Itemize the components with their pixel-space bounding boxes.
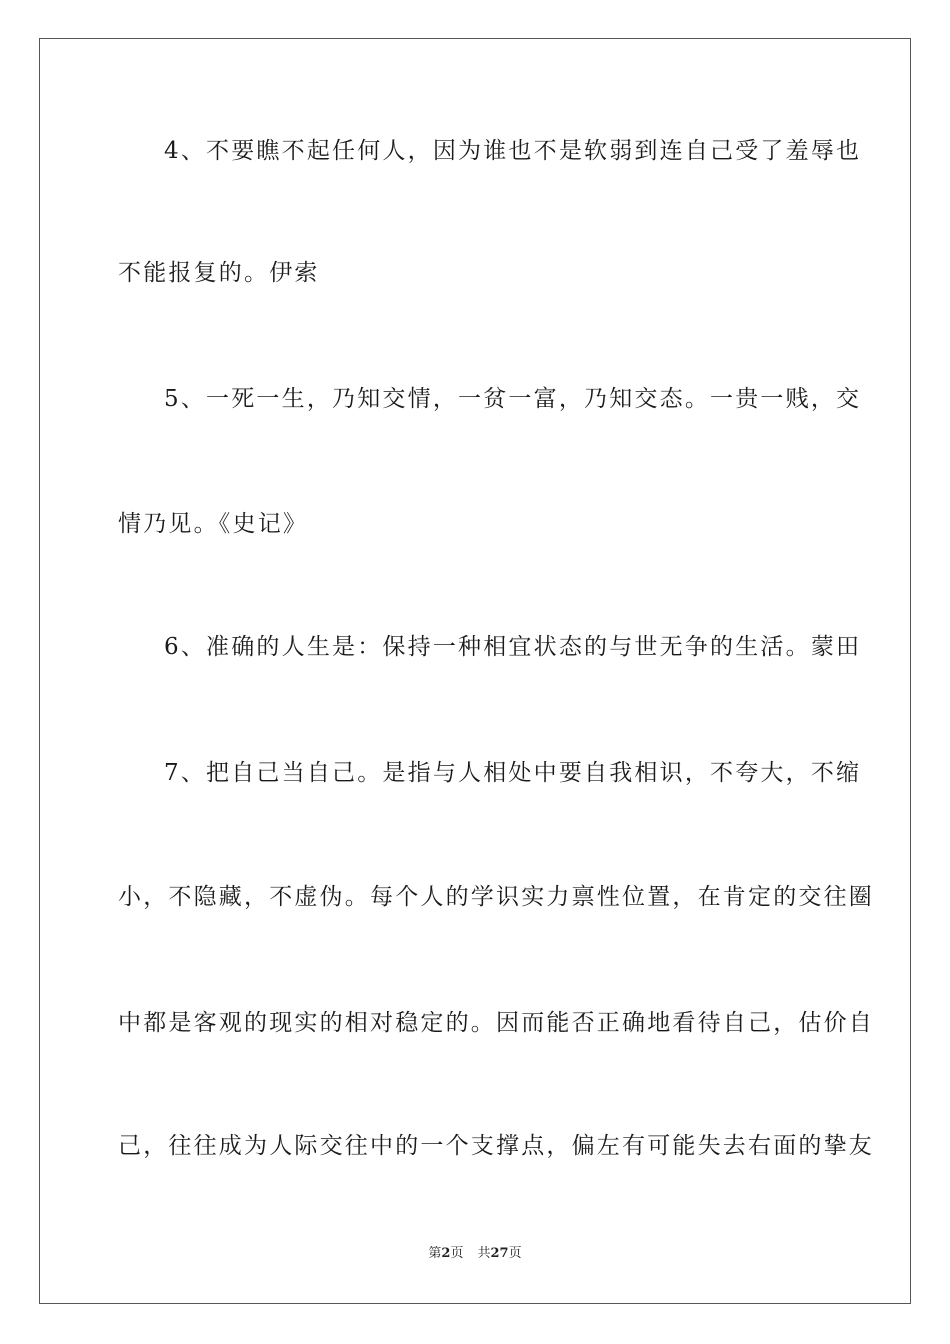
page-number: 2: [441, 1246, 451, 1261]
total-prefix: 共: [477, 1246, 491, 1261]
page-prefix: 第: [428, 1246, 442, 1261]
total-suffix: 页: [508, 1246, 522, 1261]
paragraph-line: 不能报复的。伊索: [118, 260, 320, 286]
paragraph-line: 6、准确的人生是：保持一种相宜状态的与世无争的生活。蒙田: [164, 634, 862, 660]
total-pages: 27: [490, 1246, 509, 1261]
page-border: [39, 38, 911, 1304]
paragraph-line: 己，往往成为人际交往中的一个支撑点，偏左有可能失去右面的挚友: [118, 1133, 874, 1159]
paragraph-line: 4、不要瞧不起任何人，因为谁也不是软弱到连自己受了羞辱也: [164, 138, 862, 164]
page-footer: [0, 1246, 950, 1262]
paragraph-line: 7、把自己当自己。是指与人相处中要自我相识，不夸大，不缩: [164, 760, 862, 786]
paragraph-line: 5、一死一生，乃知交情，一贫一富，乃知交态。一贵一贱，交: [164, 386, 862, 412]
paragraph-line: 小，不隐藏，不虚伪。每个人的学识实力禀性位置，在肯定的交往圈: [118, 884, 874, 910]
page-suffix: 页: [450, 1246, 464, 1261]
paragraph-line: 情乃见。《史记》: [118, 511, 309, 537]
paragraph-line: 中都是客观的现实的相对稳定的。因而能否正确地看待自己，估价自: [118, 1010, 874, 1036]
